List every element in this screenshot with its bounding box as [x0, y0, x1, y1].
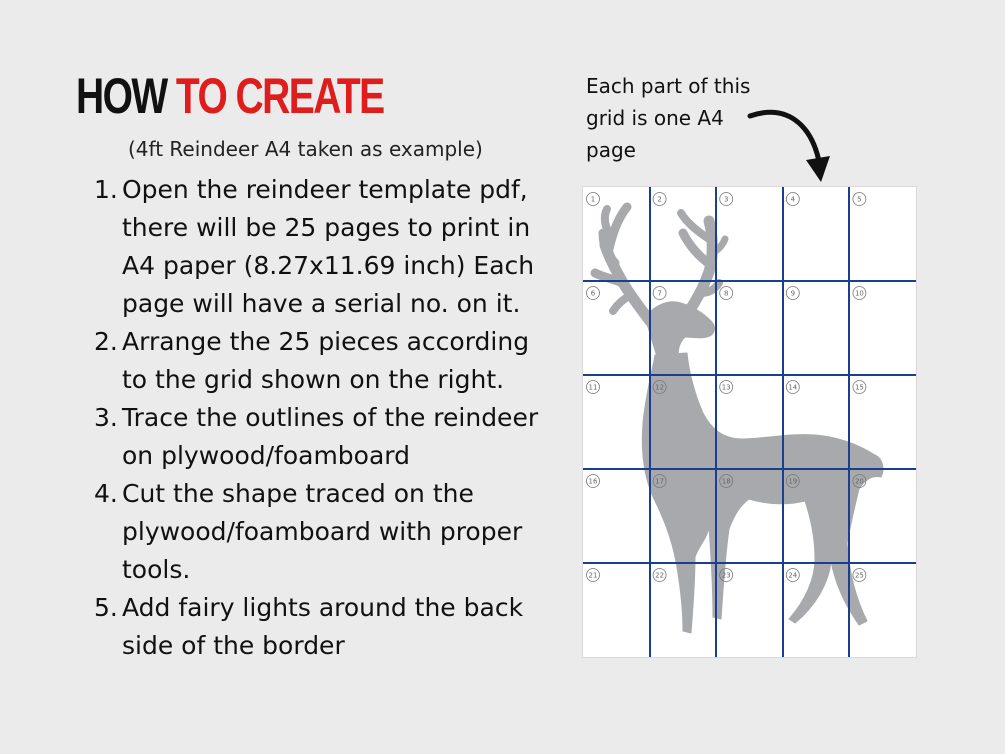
svg-text:20: 20 [854, 477, 864, 486]
svg-text:1: 1 [590, 195, 596, 204]
svg-text:25: 25 [854, 571, 864, 580]
step-text: Open the reindeer template pdf, there will be 25 pages to print in A4 paper (8.27x11.69 inch) Each page will have a serial no. on it. [122, 175, 535, 318]
grid-cell-number [853, 193, 866, 206]
svg-text:10: 10 [854, 289, 864, 298]
svg-text:4: 4 [790, 195, 796, 204]
grid-callout [586, 70, 766, 166]
svg-text:21: 21 [588, 571, 598, 580]
grid-cell-number [587, 569, 600, 582]
svg-text:3: 3 [723, 195, 729, 204]
step-text: Cut the shape traced on the plywood/foamboard with proper tools. [122, 479, 523, 584]
svg-text:18: 18 [721, 477, 731, 486]
step-item [94, 399, 544, 475]
grid-cell-number [786, 381, 799, 394]
step-number: 1. [94, 175, 118, 204]
callout-text: Each part of this grid is one A4 page [586, 74, 751, 162]
title-word-to-create: TO CREATE [175, 68, 384, 124]
grid-cell-number [587, 287, 600, 300]
page-title [76, 66, 384, 126]
steps-list [94, 171, 544, 665]
curved-arrow-down-icon [740, 104, 830, 186]
svg-text:9: 9 [790, 289, 796, 298]
title-word-how: HOW [76, 68, 167, 124]
step-number: 4. [94, 479, 118, 508]
grid-cell-number [587, 193, 600, 206]
svg-text:8: 8 [723, 289, 729, 298]
svg-text:7: 7 [657, 289, 662, 298]
step-text: Add fairy lights around the back side of the border [122, 593, 524, 660]
grid-cell-number [653, 193, 666, 206]
svg-text:14: 14 [788, 383, 798, 392]
svg-text:19: 19 [788, 477, 798, 486]
grid-cell-number [786, 193, 799, 206]
grid-cell-number [587, 475, 600, 488]
subtitle: (4ft Reindeer A4 taken as example) [128, 137, 483, 161]
reindeer-silhouette [595, 207, 883, 633]
step-number: 3. [94, 403, 118, 432]
step-text: Arrange the 25 pieces according to the grid shown on the right. [122, 327, 530, 394]
a4-grid [582, 186, 917, 658]
grid-cell-number [653, 569, 666, 582]
step-item [94, 475, 544, 589]
grid-lines [583, 187, 916, 657]
grid-cell-number [720, 569, 733, 582]
step-item [94, 171, 544, 323]
grid-cell-number [786, 569, 799, 582]
svg-text:2: 2 [657, 195, 662, 204]
svg-text:15: 15 [854, 383, 864, 392]
svg-text:13: 13 [721, 383, 731, 392]
svg-text:12: 12 [655, 383, 665, 392]
svg-text:17: 17 [655, 477, 665, 486]
svg-text:16: 16 [588, 477, 598, 486]
grid-cell-number [853, 287, 866, 300]
step-text: Trace the outlines of the reindeer on plywood/foamboard [122, 403, 539, 470]
grid-drawing [583, 187, 916, 657]
svg-text:5: 5 [857, 195, 862, 204]
svg-text:23: 23 [721, 571, 731, 580]
svg-text:11: 11 [588, 383, 598, 392]
grid-cell-number [720, 381, 733, 394]
grid-cell-number [653, 287, 666, 300]
step-number: 5. [94, 593, 118, 622]
step-item [94, 589, 544, 665]
svg-text:24: 24 [788, 571, 798, 580]
grid-cell-number [720, 287, 733, 300]
grid-cell-number [853, 569, 866, 582]
grid-cell-number [720, 193, 733, 206]
grid-cell-number [853, 381, 866, 394]
svg-text:6: 6 [590, 289, 596, 298]
grid-cell-number [786, 287, 799, 300]
step-item [94, 323, 544, 399]
grid-cell-number [587, 381, 600, 394]
step-number: 2. [94, 327, 118, 356]
svg-text:22: 22 [655, 571, 665, 580]
